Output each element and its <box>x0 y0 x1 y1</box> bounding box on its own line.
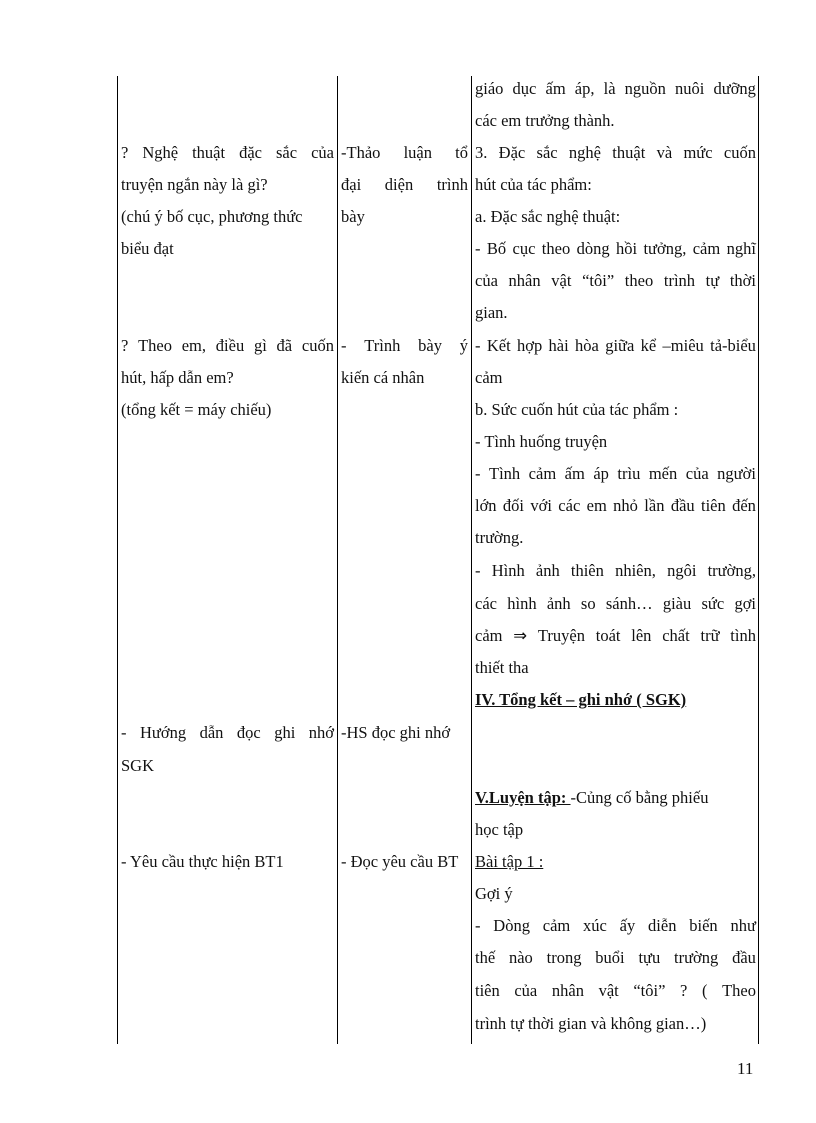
word: - <box>341 336 347 355</box>
word: sức <box>701 594 725 613</box>
word: gì <box>253 336 267 355</box>
word: hợp <box>516 336 543 355</box>
word: trình <box>436 175 468 194</box>
word: áp, <box>574 79 595 98</box>
situation-line: - Tình huống truyện <box>475 432 608 451</box>
read-requirement: - Đọc yêu cầu BT <box>341 852 459 871</box>
word: –miêu <box>662 336 704 355</box>
word: - <box>475 916 481 935</box>
word: nghệ <box>568 143 601 162</box>
art-heading-a: a. Đặc sắc nghệ thuật: <box>475 207 621 226</box>
emotion-line-1 <box>475 916 756 936</box>
word: thuật <box>192 143 226 162</box>
word: so <box>580 594 596 613</box>
combine-line-2: cảm <box>475 368 503 387</box>
word: theo <box>541 239 571 258</box>
word: Hình <box>491 561 525 580</box>
word: ? <box>121 336 129 355</box>
emotion-line-4: trình tự thời gian và không gian…) <box>475 1014 707 1033</box>
word: - <box>121 723 127 742</box>
word: Bố <box>486 239 507 258</box>
exercise-1-heading: Bài tập 1 : <box>475 852 544 871</box>
question-art-line-2: truyện ngắn này là gì? <box>121 175 268 194</box>
word: Trình <box>364 336 401 355</box>
table-left-border <box>117 76 118 1044</box>
image-line-3 <box>475 626 756 646</box>
word: của <box>685 464 709 483</box>
word: Theo <box>722 981 756 1000</box>
word: là <box>603 79 616 98</box>
word: Truyện <box>537 626 585 645</box>
word: lớn <box>475 496 497 515</box>
word: diện <box>384 175 414 194</box>
word: dưỡng <box>713 79 756 98</box>
word: nhân <box>551 981 584 1000</box>
section-3-line-2: hút của tác phẩm: <box>475 175 592 194</box>
guide-line-1 <box>121 723 334 743</box>
word: đã <box>276 336 293 355</box>
word: kể <box>640 336 657 355</box>
word: ý <box>459 336 468 355</box>
edu-line-2: các em trưởng thành. <box>475 111 615 130</box>
word: dòng <box>576 239 610 258</box>
word: đối <box>502 496 525 515</box>
word: hình <box>507 594 537 613</box>
word: Theo <box>138 336 172 355</box>
word: Dòng <box>493 916 530 935</box>
word: các <box>558 496 581 515</box>
word: mến <box>648 464 678 483</box>
summary-heading: IV. Tổng kết – ghi nhớ ( SGK) <box>475 690 687 709</box>
image-line-4: thiết tha <box>475 658 529 677</box>
word: “tôi” <box>633 981 666 1000</box>
discuss-line-1 <box>341 143 468 163</box>
guide-line-2: SGK <box>121 756 155 775</box>
word: - <box>475 464 481 483</box>
word: trìu <box>617 464 641 483</box>
word: nhân <box>508 271 541 290</box>
question-art-line-4: biểu đạt <box>121 239 174 258</box>
word: tổ <box>455 143 468 162</box>
word: giàu <box>662 594 692 613</box>
word: nuôi <box>675 79 705 98</box>
word: điều <box>215 336 245 355</box>
word: lên <box>631 626 652 645</box>
image-line-1 <box>475 561 756 581</box>
table-divider-2 <box>471 76 472 1044</box>
word: ⇒ <box>513 626 528 645</box>
word: thiên <box>570 561 604 580</box>
word: theo <box>624 271 654 290</box>
word: tiên <box>701 496 726 515</box>
word: áp <box>593 464 609 483</box>
word: biến <box>689 916 718 935</box>
word: Đặc <box>498 143 526 162</box>
word: bày <box>418 336 442 355</box>
bt1-request: - Yêu cầu thực hiện BT1 <box>121 852 284 871</box>
word: ? <box>121 143 129 162</box>
emotion-line-3 <box>475 981 756 1001</box>
word: của <box>514 981 538 1000</box>
hs-read-note: -HS đọc ghi nhớ <box>341 723 451 742</box>
question-art-line-3: (chú ý bố cục, phương thức <box>121 207 303 226</box>
word: đến <box>732 496 756 515</box>
word: ấy <box>619 916 636 935</box>
attract-heading-b: b. Sức cuốn hút của tác phẩm : <box>475 400 679 419</box>
word: giữa <box>605 336 635 355</box>
word: dẫn <box>199 723 224 742</box>
word: nghĩ <box>726 239 756 258</box>
layout-line-3: gian. <box>475 303 508 322</box>
word: thế <box>475 948 496 967</box>
warm-line-1 <box>475 464 756 484</box>
word: - <box>475 239 481 258</box>
word: mức <box>683 143 713 162</box>
practice-line-1 <box>475 788 708 808</box>
word: tựu <box>638 948 661 967</box>
word: nhiên, <box>615 561 656 580</box>
word: nào <box>508 948 533 967</box>
word: em <box>586 496 607 515</box>
word: -Thảo <box>341 143 381 162</box>
present-line-1 <box>341 336 468 356</box>
question-attract-line-1 <box>121 336 334 356</box>
word: sánh… <box>605 594 653 613</box>
layout-line-1 <box>475 239 756 259</box>
word: - <box>475 336 481 355</box>
word: sắc <box>275 143 298 162</box>
word: cảm <box>475 626 503 645</box>
word: ngôi <box>667 561 697 580</box>
word: thuật <box>612 143 646 162</box>
word: cảm <box>542 916 571 935</box>
word: Tình <box>489 464 521 483</box>
word: buổi <box>595 948 625 967</box>
word: ghi <box>274 723 296 742</box>
word: trường, <box>707 561 756 580</box>
word: nhỏ <box>613 496 638 515</box>
emotion-line-2 <box>475 948 756 968</box>
word: gợi <box>734 594 756 613</box>
word: đầu <box>670 496 695 515</box>
edu-line-1 <box>475 79 756 99</box>
word: tưởng, <box>643 239 687 258</box>
word: ấm <box>545 79 566 98</box>
word: ấm <box>564 464 585 483</box>
word: dục <box>512 79 537 98</box>
warm-line-2 <box>475 496 756 516</box>
word: với <box>530 496 552 515</box>
word: cảm <box>528 464 557 483</box>
image-line-2 <box>475 594 756 614</box>
section-3-line-1 <box>475 143 756 163</box>
word: Nghệ <box>142 143 179 162</box>
word: cảm <box>692 239 721 258</box>
table-divider-1 <box>337 76 338 1044</box>
word: ảnh <box>535 561 560 580</box>
hint-label: Gợi ý <box>475 884 513 903</box>
word: hài <box>548 336 569 355</box>
word: diễn <box>648 916 677 935</box>
word: của <box>311 143 334 162</box>
word: ( <box>701 981 708 1000</box>
word: tự <box>705 271 720 290</box>
word: vật <box>551 271 572 290</box>
practice-heading: V.Luyện tập: <box>475 788 571 807</box>
word: hồi <box>615 239 638 258</box>
word: “tôi” <box>582 271 615 290</box>
table-right-border <box>758 76 759 1044</box>
word: đại <box>341 175 362 194</box>
word: hòa <box>575 336 599 355</box>
word: cuốn <box>723 143 756 162</box>
layout-line-2 <box>475 271 756 291</box>
question-attract-line-2: hút, hấp dẫn em? <box>121 368 234 387</box>
combine-line-1 <box>475 336 756 356</box>
question-art-line-1 <box>121 143 334 163</box>
word: lần <box>644 496 665 515</box>
present-line-2: kiến cá nhân <box>341 368 425 387</box>
word: của <box>475 271 498 290</box>
word: các <box>475 594 497 613</box>
word: chất <box>662 626 690 645</box>
word: Hướng <box>139 723 187 742</box>
word: - <box>475 561 481 580</box>
word: em, <box>181 336 207 355</box>
word: Kết <box>486 336 511 355</box>
discuss-line-2 <box>341 175 468 195</box>
word: giáo <box>475 79 504 98</box>
word: đặc <box>239 143 262 162</box>
word: cục <box>512 239 536 258</box>
word: trình <box>663 271 696 290</box>
word: ảnh <box>546 594 571 613</box>
word: trữ <box>700 626 720 645</box>
word: nhớ <box>308 723 334 742</box>
word: người <box>717 464 756 483</box>
word: và <box>656 143 673 162</box>
word: đọc <box>236 723 261 742</box>
word: 3. <box>475 143 488 162</box>
word: cuốn <box>301 336 334 355</box>
page-number: 11 <box>737 1059 754 1078</box>
discuss-line-3: bày <box>341 207 365 226</box>
word: sắc <box>536 143 558 162</box>
warm-line-3: trường. <box>475 528 524 547</box>
word: tình <box>730 626 756 645</box>
question-attract-line-3: (tổng kết = máy chiếu) <box>121 400 272 419</box>
word: tả-biểu <box>710 336 756 355</box>
word: đầu <box>732 948 756 967</box>
word: luận <box>403 143 432 162</box>
word: tiên <box>475 981 500 1000</box>
word: ? <box>680 981 688 1000</box>
word: nguồn <box>624 79 666 98</box>
word: toát <box>595 626 621 645</box>
practice-line-2: học tập <box>475 820 524 839</box>
practice-description: -Củng cố bằng phiếu <box>570 788 709 807</box>
word: vật <box>598 981 619 1000</box>
word: như <box>730 916 756 935</box>
word: thời <box>729 271 756 290</box>
word: xúc <box>583 916 607 935</box>
word: trong <box>546 948 582 967</box>
word: trường <box>674 948 719 967</box>
